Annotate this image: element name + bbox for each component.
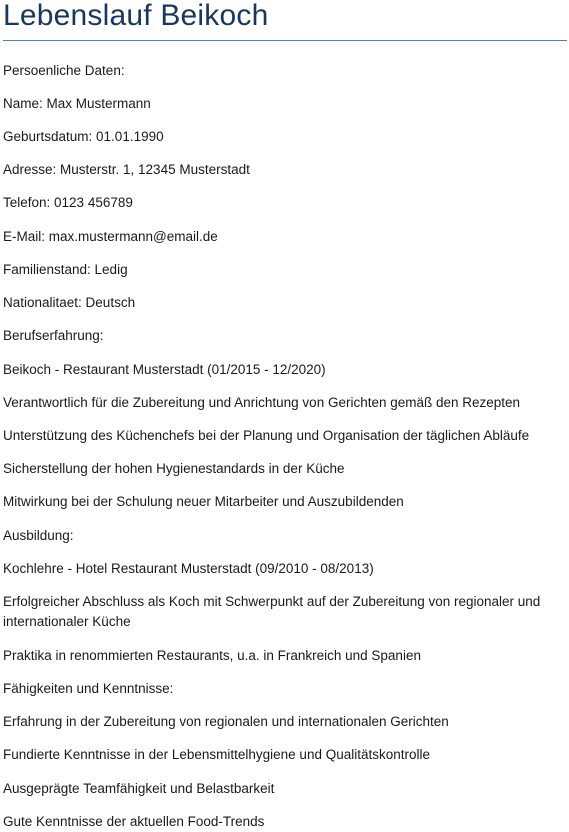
skill-item: Fundierte Kenntnisse in der Lebensmittelhygiene und Qualitätskontrolle (3, 747, 431, 762)
personal-address: Adresse: Musterstr. 1, 12345 Musterstadt (3, 162, 250, 177)
section-heading-personal-data: Persoenliche Daten: (3, 63, 125, 78)
personal-marital-status: Familienstand: Ledig (3, 262, 128, 277)
experience-item: Mitwirkung bei der Schulung neuer Mitarbeiter und Auszubildenden (3, 494, 404, 509)
personal-phone: Telefon: 0123 456789 (3, 195, 133, 210)
education-position: Kochlehre - Hotel Restaurant Musterstadt (09/2010 - 08/2013) (3, 561, 374, 576)
experience-item: Sicherstellung der hohen Hygienestandards in der Küche (3, 461, 345, 476)
experience-item: Verantwortlich für die Zubereitung und Anrichtung von Gerichten gemäß den Rezepten (3, 395, 521, 410)
skill-item: Erfahrung in der Zubereitung von regionalen und internationalen Gerichten (3, 714, 449, 729)
skill-item: Ausgeprägte Teamfähigkeit und Belastbarkeit (3, 781, 275, 796)
page-title: Lebenslauf Beikoch (3, 0, 269, 32)
experience-item: Unterstützung des Küchenchefs bei der Planung und Organisation der täglichen Abläufe (3, 428, 530, 443)
experience-position: Beikoch - Restaurant Musterstadt (01/2015 - 12/2020) (3, 362, 326, 377)
education-item: Praktika in renommierten Restaurants, u.a. in Frankreich und Spanien (3, 648, 421, 663)
personal-name: Name: Max Mustermann (3, 96, 151, 111)
section-heading-education: Ausbildung: (3, 528, 74, 543)
personal-nationality: Nationalitaet: Deutsch (3, 295, 136, 310)
section-heading-experience: Berufserfahrung: (3, 328, 104, 343)
skill-item: Gute Kenntnisse der aktuellen Food-Trends (3, 814, 265, 829)
section-heading-skills: Fähigkeiten und Kenntnisse: (3, 681, 174, 696)
education-item: Erfolgreicher Abschluss als Koch mit Schwerpunkt auf der Zubereitung von regionaler und internationaler Küche (3, 594, 541, 629)
personal-email: E-Mail: max.mustermann@email.de (3, 229, 218, 244)
personal-birthdate: Geburtsdatum: 01.01.1990 (3, 129, 164, 144)
title-divider (3, 40, 567, 41)
